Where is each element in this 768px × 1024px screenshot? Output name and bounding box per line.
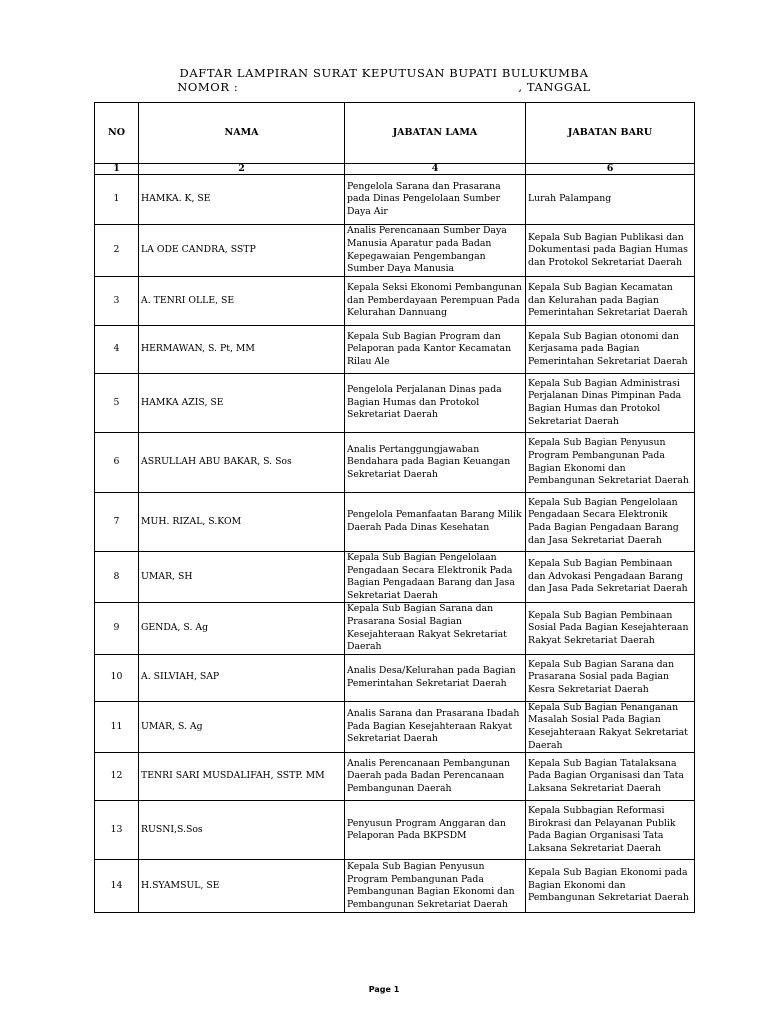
row-jabatan-lama: Analis Sarana dan Prasarana Ibadah Pada Bagian Kesejahteraan Rakyat Sekretariat Daerah [345,701,526,752]
row-nama: RUSNI,S.Sos [139,801,345,860]
row-jabatan-lama: Kepala Sub Bagian Program dan Pelaporan pada Kantor Kecamatan Rilau Ale [345,326,526,374]
row-jabatan-baru: Kepala Sub Bagian Kecamatan dan Kelurahan pada Bagian Pemerintahan Sekretariat Daerah [526,277,695,326]
row-jabatan-baru: Kepala Sub Bagian Pengelolaan Pengadaan Secara Elektronik Pada Bagian Pengadaan Barang dan Jasa Sekretariat Daerah [526,493,695,552]
table-row [95,493,695,552]
nomor-tanggal-line [0,80,768,94]
row-jabatan-baru: Kepala Subbagian Reformasi Birokrasi dan Pelayanan Publik Pada Bagian Organisasi Tata Laksana Sekretariat Daerah [526,801,695,860]
row-jabatan-baru: Kepala Sub Bagian Administrasi Perjalanan Dinas Pimpinan Pada Bagian Humas dan Protokol Sekretariat Daerah [526,374,695,433]
row-nama: LA ODE CANDRA, SSTP [139,225,345,277]
row-jabatan-lama: Pengelola Pemanfaatan Barang Milik Daerah Pada Dinas Kesehatan [345,493,526,552]
row-jabatan-lama: Kepala Sub Bagian Penyusun Program Pembangunan Pada Pembangunan Bagian Ekonomi dan Pembangunan Sekretariat Daerah [345,860,526,913]
column-number: 4 [345,164,526,175]
row-no: 3 [95,277,139,326]
row-no: 11 [95,701,139,752]
row-jabatan-baru: Kepala Sub Bagian Penyusun Program Pembangunan Pada Bagian Ekonomi dan Pembangunan Sekretariat Daerah [526,433,695,493]
row-jabatan-lama: Kepala Sub Bagian Pengelolaan Pengadaan Secara Elektronik Pada Bagian Pengadaan Barang dan Jasa Sekretariat Daerah [345,552,526,603]
table-row [95,433,695,493]
row-no: 14 [95,860,139,913]
table-row [95,225,695,277]
row-no: 12 [95,753,139,801]
row-nama: TENRI SARI MUSDALIFAH, SSTP. MM [139,753,345,801]
row-jabatan-baru: Kepala Sub Bagian Publikasi dan Dokumentasi pada Bagian Humas dan Protokol Sekretariat Daerah [526,225,695,277]
row-jabatan-baru: Kepala Sub Bagian Tatalaksana Pada Bagian Organisasi dan Tata Laksana Sekretariat Daerah [526,753,695,801]
row-no: 2 [95,225,139,277]
header-nama: NAMA [139,103,345,164]
row-jabatan-lama: Kepala Sub Bagian Sarana dan Prasarana Sosial Bagian Kesejahteraan Rakyat Sekretariat Daerah [345,603,526,654]
header-jabatan-lama: JABATAN LAMA [345,103,526,164]
column-number: 1 [95,164,139,175]
row-no: 10 [95,654,139,701]
row-jabatan-baru: Kepala Sub Bagian Penanganan Masalah Sosial Pada Bagian Kesejahteraan Rakyat Sekretariat Daerah [526,701,695,752]
row-jabatan-lama: Analis Perencanaan Pembangunan Daerah pada Badan Perencanaan Pembangunan Daerah [345,753,526,801]
header-jabatan-baru: JABATAN BARU [526,103,695,164]
table-row [95,277,695,326]
row-nama: A. TENRI OLLE, SE [139,277,345,326]
table-row [95,603,695,654]
column-number-row [95,164,695,175]
nomor-label: NOMOR : [177,80,239,94]
row-nama: MUH. RIZAL, S.KOM [139,493,345,552]
table-row [95,654,695,701]
table-row [95,326,695,374]
row-jabatan-lama: Penyusun Program Anggaran dan Pelaporan Pada BKPSDM [345,801,526,860]
column-number: 6 [526,164,695,175]
row-jabatan-baru: Kepala Sub Bagian otonomi dan Kerjasama pada Bagian Pemerintahan Sekretariat Daerah [526,326,695,374]
row-jabatan-baru: Kepala Sub Bagian Ekonomi pada Bagian Ekonomi dan Pembangunan Sekretariat Daerah [526,860,695,913]
row-nama: UMAR, S. Ag [139,701,345,752]
row-jabatan-baru: Kepala Sub Bagian Sarana dan Prasarana Sosial pada Bagian Kesra Sekretariat Daerah [526,654,695,701]
row-no: 13 [95,801,139,860]
table-row [95,860,695,913]
row-jabatan-lama: Pengelola Sarana dan Prasarana pada Dinas Pengelolaan Sumber Daya Air [345,175,526,225]
lampiran-table [94,102,695,913]
table-body [95,175,695,913]
row-jabatan-baru: Kepala Sub Bagian Pembinaan dan Advokasi Pengadaan Barang dan Jasa Pada Sekretariat Daerah [526,552,695,603]
table-row [95,801,695,860]
row-nama: ASRULLAH ABU BAKAR, S. Sos [139,433,345,493]
document-title: DAFTAR LAMPIRAN SURAT KEPUTUSAN BUPATI BULUKUMBA [179,66,589,80]
column-number: 2 [139,164,345,175]
row-jabatan-lama: Analis Perencanaan Sumber Daya Manusia Aparatur pada Badan Kepegawaian Pengembangan Sumber Daya Manusia [345,225,526,277]
row-no: 4 [95,326,139,374]
row-nama: HAMKA. K, SE [139,175,345,225]
table-header-row [95,103,695,164]
table-row [95,701,695,752]
table-row [95,175,695,225]
row-jabatan-lama: Analis Pertanggungjawaban Bendahara pada Bagian Keuangan Sekretariat Daerah [345,433,526,493]
page-number: Page 1 [368,985,400,994]
row-no: 9 [95,603,139,654]
table-row [95,374,695,433]
table-row [95,552,695,603]
row-jabatan-lama: Kepala Seksi Ekonomi Pembangunan dan Pemberdayaan Perempuan Pada Kelurahan Dannuang [345,277,526,326]
row-jabatan-lama: Analis Desa/Kelurahan pada Bagian Pemerintahan Sekretariat Daerah [345,654,526,701]
row-nama: A. SILVIAH, SAP [139,654,345,701]
row-nama: HAMKA AZIS, SE [139,374,345,433]
table-row [95,753,695,801]
tanggal-label: , TANGGAL [518,80,591,94]
row-jabatan-lama: Pengelola Perjalanan Dinas pada Bagian Humas dan Protokol Sekretariat Daerah [345,374,526,433]
row-no: 6 [95,433,139,493]
row-jabatan-baru: Lurah Palampang [526,175,695,225]
row-nama: H.SYAMSUL, SE [139,860,345,913]
row-no: 8 [95,552,139,603]
row-no: 1 [95,175,139,225]
row-no: 5 [95,374,139,433]
row-jabatan-baru: Kepala Sub Bagian Pembinaan Sosial Pada Bagian Kesejahteraan Rakyat Sekretariat Daerah [526,603,695,654]
header-no: NO [95,103,139,164]
row-nama: UMAR, SH [139,552,345,603]
row-nama: HERMAWAN, S. Pt, MM [139,326,345,374]
row-no: 7 [95,493,139,552]
row-nama: GENDA, S. Ag [139,603,345,654]
